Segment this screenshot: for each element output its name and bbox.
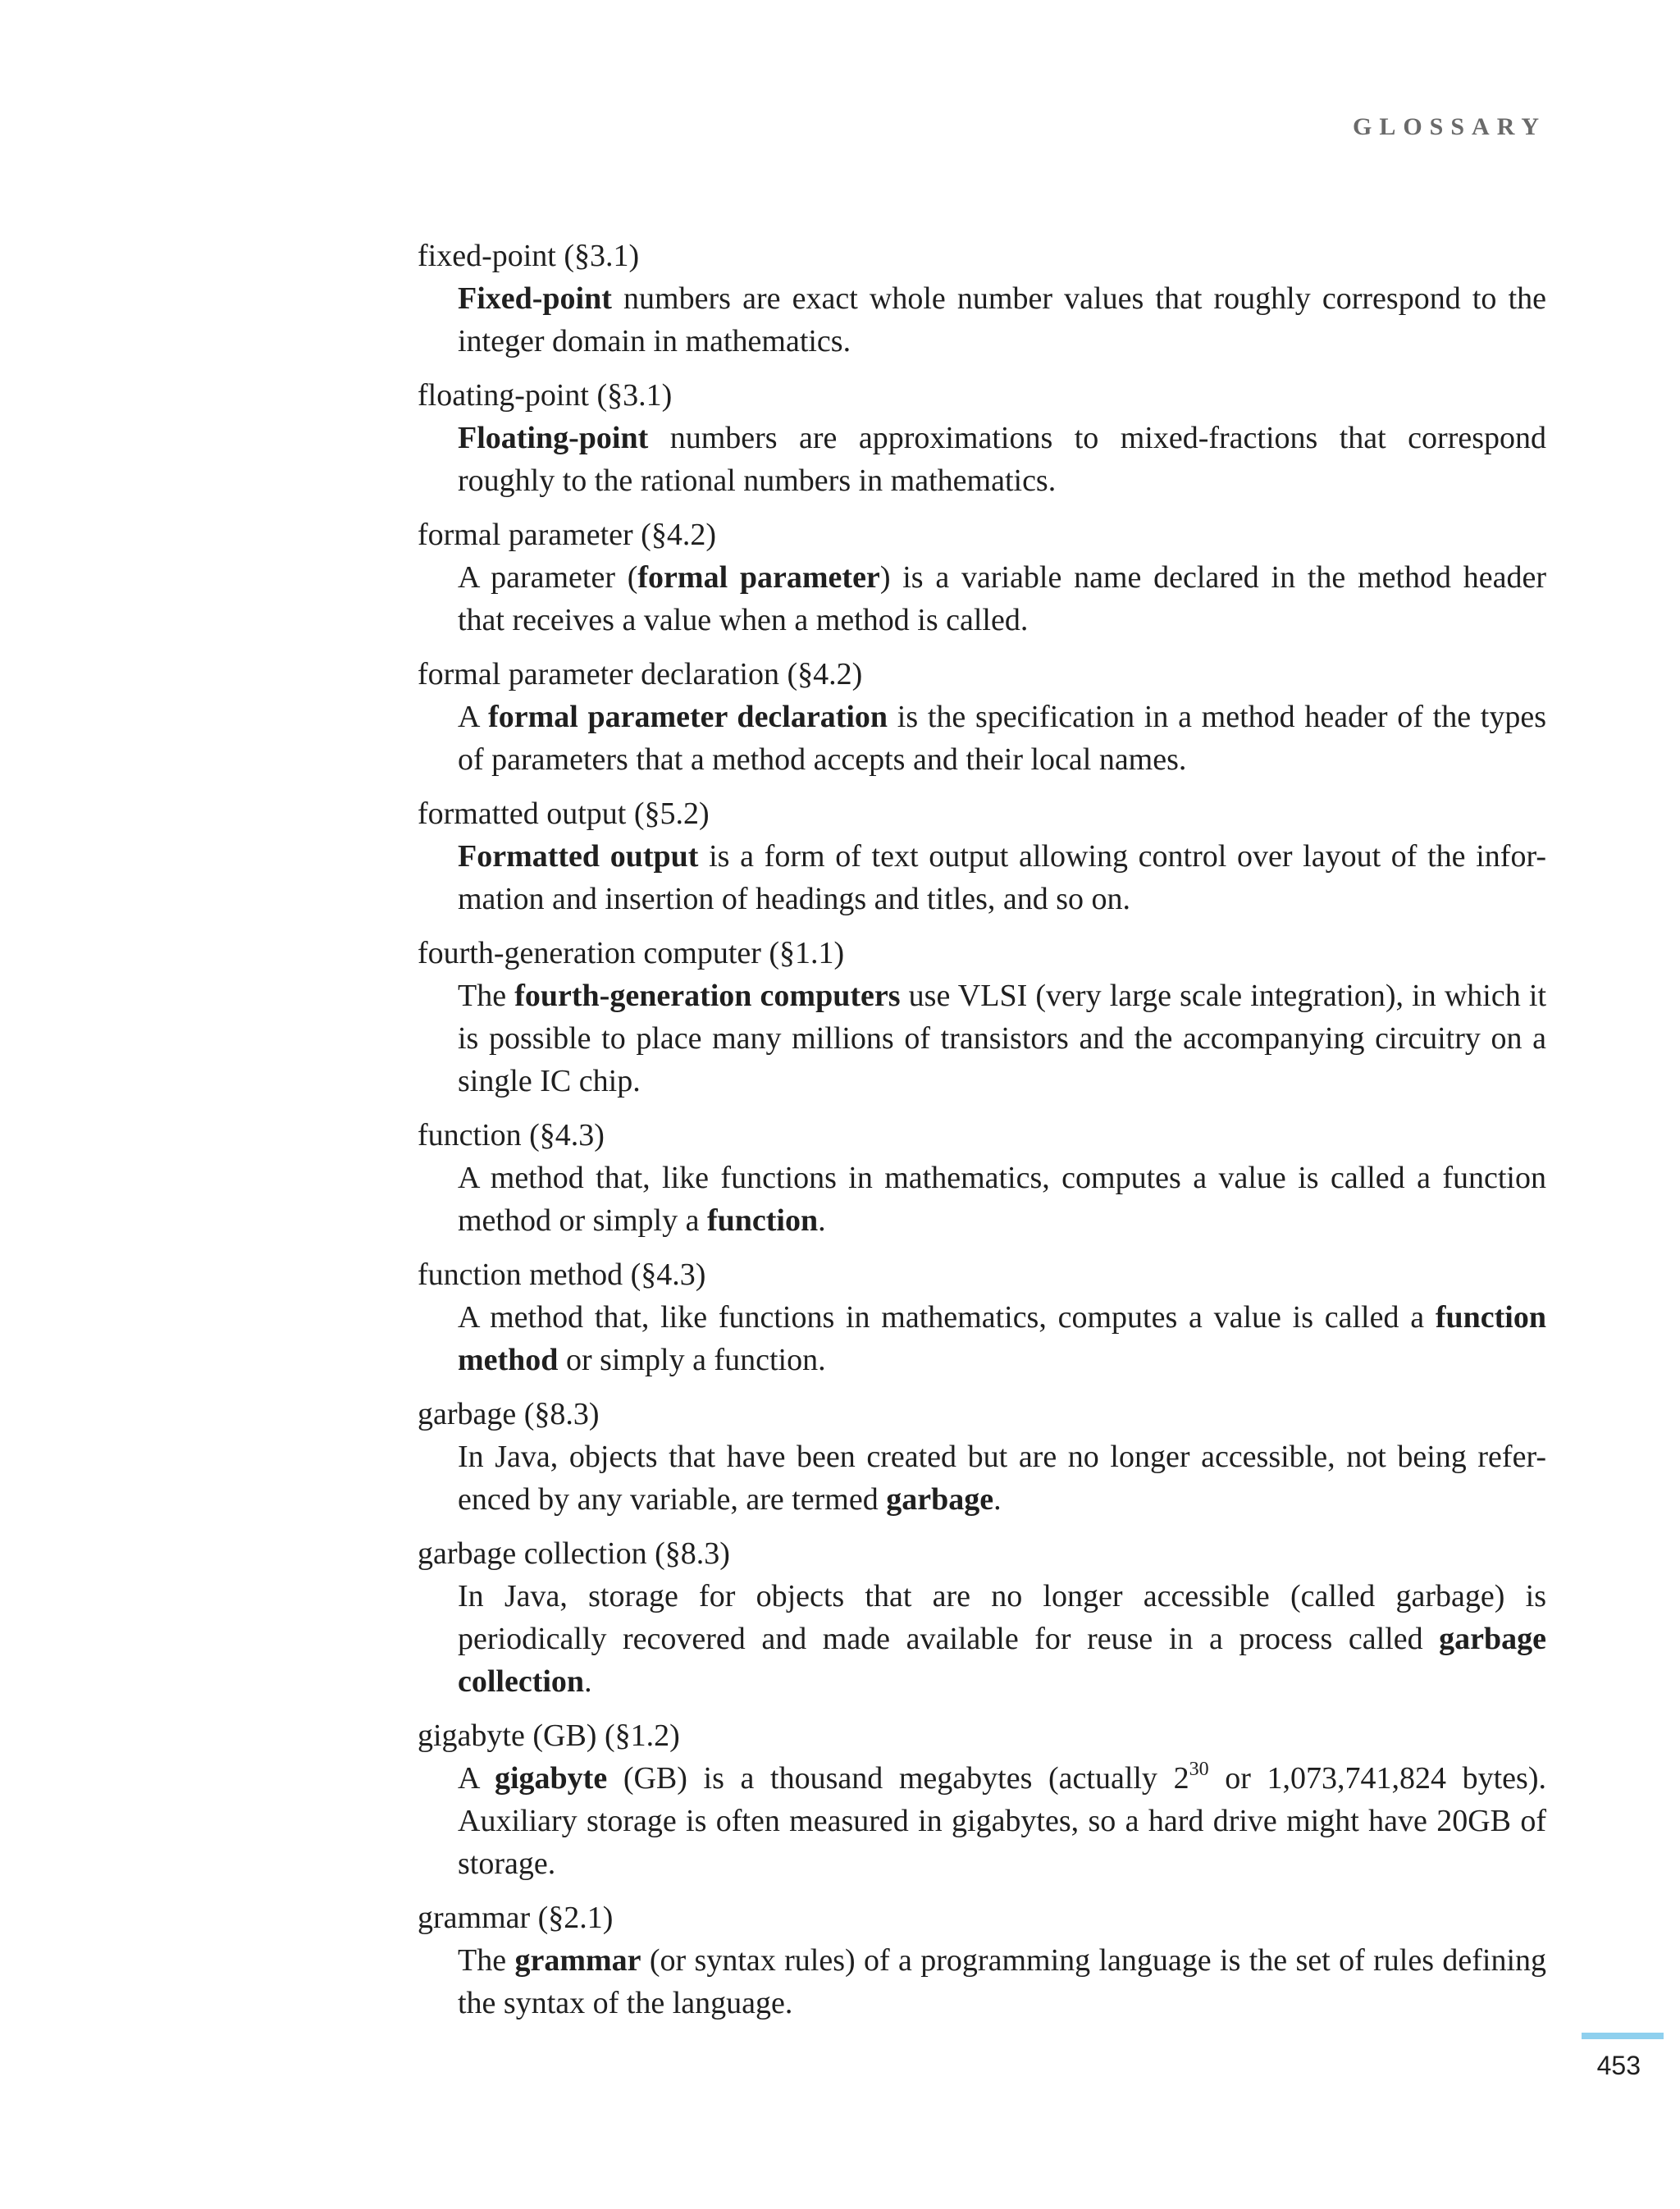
glossary-definition [458, 974, 1546, 1102]
definition-text: (or syntax rules) of a programming language is the set of rules defining the syntax of the language. [458, 1943, 1547, 2020]
definition-text: is the specification in a method header of the types of parameters that a method accepts and their local names. [458, 700, 1547, 777]
glossary-definition [458, 556, 1546, 641]
bold-term: Floating-point [458, 421, 649, 455]
definition-text: or 1,073,741,824 bytes). Auxiliary storage is often measured in gigabytes, so a hard drive might have 20GB of storage. [458, 1761, 1546, 1881]
definition-text: In Java, objects that have been created but are no longer accessible, not being refer-enced by any variable, are termed [458, 1440, 1546, 1517]
glossary-term: formatted output (§5.2) [418, 796, 710, 831]
running-head: GLOSSARY [1353, 113, 1546, 140]
glossary-term: fixed-point (§3.1) [418, 239, 640, 273]
glossary-entry [418, 513, 1546, 641]
definition-text: is a form of text output allowing control over layout of the infor-mation and insertion of headings and titles, and so on. [458, 839, 1546, 916]
definition-text: The [458, 1943, 515, 1978]
glossary-entry [418, 1532, 1546, 1703]
definition-text: use VLSI (very large scale integration), in which it is possible to place many millions of transistors and the accompanying circuitry on a single IC chip. [458, 979, 1546, 1098]
definition-text: A [458, 700, 489, 734]
bold-term: gigabyte [494, 1761, 608, 1796]
superscript: 30 [1189, 1759, 1209, 1780]
glossary-definition [458, 1435, 1546, 1521]
bold-term: formal parameter declaration [488, 700, 888, 734]
glossary-definition [458, 1157, 1546, 1242]
glossary-entry [418, 932, 1546, 1102]
bold-term: Formatted output [458, 839, 699, 874]
glossary-definition [458, 1296, 1546, 1381]
bold-term: grammar [514, 1943, 641, 1978]
glossary-entry [418, 1393, 1546, 1521]
glossary-entry [418, 1114, 1546, 1242]
glossary-entry [418, 653, 1546, 781]
bold-term: formal parameter [637, 560, 880, 595]
glossary-entry [418, 1896, 1546, 2024]
glossary-definition [458, 417, 1546, 502]
definition-text: A method that, like functions in mathematics, computes a value is called a [458, 1300, 1436, 1335]
glossary-term: floating-point (§3.1) [418, 378, 673, 413]
bold-term: function [706, 1203, 819, 1238]
definition-text: In Java, storage for objects that are no longer accessible (called garbage) is periodically recovered and made available for reuse in a process called [458, 1579, 1546, 1656]
glossary-list [418, 235, 1546, 2036]
glossary-entry [418, 1253, 1546, 1381]
definition-text: The [458, 979, 515, 1013]
glossary-term: function method (§4.3) [418, 1257, 706, 1292]
bold-term: fourth-generation computers [514, 979, 901, 1013]
definition-text: A method that, like functions in mathematics, computes a value is called a function method or simply a [458, 1161, 1546, 1238]
bold-term: function method [458, 1300, 1546, 1377]
definition-text: numbers are approximations to mixed-fractions that correspond roughly to the rational numbers in mathematics. [458, 421, 1546, 498]
folio-rule [1582, 2033, 1664, 2039]
glossary-entry [418, 1714, 1546, 1885]
bold-term: Fixed-point [458, 281, 612, 316]
glossary-term: fourth-generation computer (§1.1) [418, 936, 845, 970]
glossary-definition [458, 696, 1546, 781]
glossary-term: gigabyte (GB) (§1.2) [418, 1718, 680, 1753]
definition-text: . [584, 1664, 592, 1699]
glossary-term: grammar (§2.1) [418, 1901, 614, 1935]
definition-text: A [458, 1761, 495, 1796]
glossary-entry [418, 235, 1546, 363]
glossary-definition [458, 835, 1546, 920]
bold-term: garbage [886, 1482, 994, 1517]
glossary-definition [458, 1757, 1546, 1885]
definition-text: (GB) is a thousand megabytes (actually 2 [607, 1761, 1189, 1796]
glossary-term: function (§4.3) [418, 1118, 605, 1152]
glossary-entry [418, 792, 1546, 920]
glossary-term: garbage (§8.3) [418, 1397, 600, 1431]
page-number: 453 [1596, 2051, 1641, 2080]
glossary-term: formal parameter (§4.2) [418, 518, 716, 552]
glossary-definition [458, 277, 1546, 363]
glossary-definition [458, 1939, 1546, 2024]
definition-text: . [993, 1482, 1002, 1517]
glossary-term: formal parameter declaration (§4.2) [418, 657, 863, 691]
definition-text: numbers are exact whole number values that roughly correspond to the integer domain in mathematics. [458, 281, 1546, 358]
definition-text: A parameter ( [458, 560, 638, 595]
definition-text: or simply a function. [558, 1343, 826, 1377]
definition-text: . [818, 1203, 826, 1238]
bold-term: garbage collection [458, 1622, 1546, 1699]
glossary-term: garbage collection (§8.3) [418, 1536, 730, 1571]
definition-text: ) is a variable name declared in the method header that receives a value when a method is called. [458, 560, 1547, 637]
glossary-entry [418, 374, 1546, 502]
glossary-definition [458, 1575, 1546, 1703]
